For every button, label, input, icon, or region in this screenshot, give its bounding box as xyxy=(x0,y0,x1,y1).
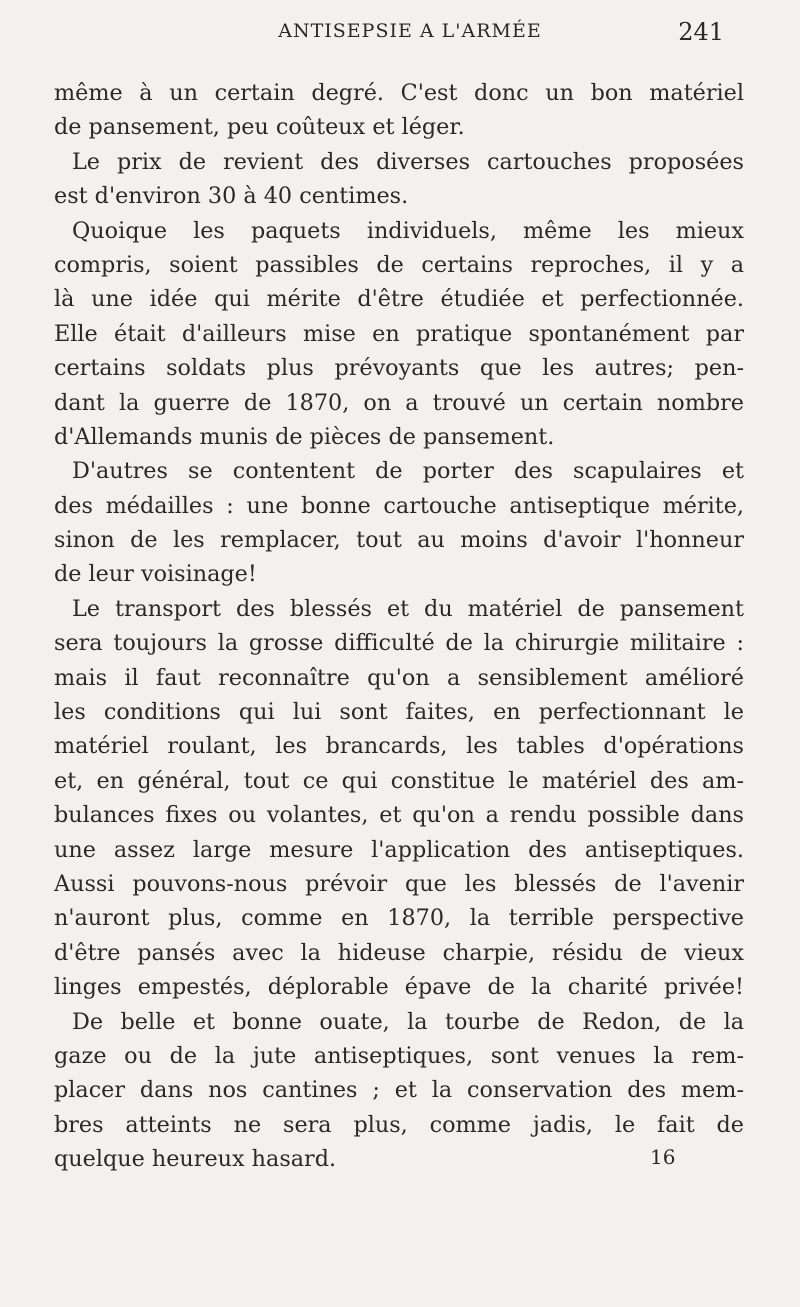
text-line: quelque heureux hasard. xyxy=(54,1146,337,1173)
text-line: des médailles : une bonne cartouche antiseptique mérite, xyxy=(54,492,744,519)
text-line: gaze ou de la jute antiseptiques, sont venues la rem- xyxy=(54,1042,744,1069)
text-line: bulances fixes ou volantes, et qu'on a rendu possible dans xyxy=(54,802,744,829)
text-line: n'auront plus, comme en 1870, la terrible perspective xyxy=(54,905,744,932)
text-line: Aussi pouvons-nous prévoir que les blessés de l'avenir xyxy=(54,870,744,897)
text-line: Le transport des blessés et du matériel de pansement xyxy=(72,595,744,622)
signature-mark: 16 xyxy=(650,1145,676,1169)
text-line: même à un certain degré. C'est donc un bon matériel xyxy=(54,80,744,106)
text-line: linges empestés, déplorable épave de la charité privée! xyxy=(54,974,744,1001)
text-line: placer dans nos cantines ; et la conservation des mem- xyxy=(54,1077,744,1104)
running-header xyxy=(0,10,800,50)
text-line: de leur voisinage! xyxy=(54,561,257,588)
text-line: certains soldats plus prévoyants que les autres; pen- xyxy=(54,355,744,382)
text-line: sinon de les remplacer, tout au moins d'avoir l'honneur xyxy=(54,527,744,554)
running-title: ANTISEPSIE A L'ARMÉE xyxy=(278,20,542,42)
text-line: mais il faut reconnaître qu'on a sensiblement amélioré xyxy=(54,664,744,691)
text-line: Elle était d'ailleurs mise en pratique spontanément par xyxy=(54,320,744,347)
text-line: d'Allemands munis de pièces de pansement. xyxy=(54,423,555,450)
text-line: matériel roulant, les brancards, les tables d'opérations xyxy=(54,733,744,760)
body-text xyxy=(54,76,744,1177)
text-line: Quoique les paquets individuels, même les mieux xyxy=(72,217,744,244)
text-line: là une idée qui mérite d'être étudiée et perfectionnée. xyxy=(54,286,744,313)
text-line: dant la guerre de 1870, on a trouvé un certain nombre xyxy=(54,389,744,416)
text-line: Le prix de revient des diverses cartouches proposées xyxy=(72,148,744,175)
text-line: de pansement, peu coûteux et léger. xyxy=(54,114,465,141)
text-line: est d'environ 30 à 40 centimes. xyxy=(54,183,409,210)
text-line: bres atteints ne sera plus, comme jadis, le fait de xyxy=(54,1111,744,1138)
page-number: 241 xyxy=(678,18,724,46)
text-line: De belle et bonne ouate, la tourbe de Redon, de la xyxy=(72,1008,744,1035)
text-line: D'autres se contentent de porter des scapulaires et xyxy=(72,458,744,485)
text-line: compris, soient passibles de certains reproches, il y a xyxy=(54,251,744,278)
text-line: et, en général, tout ce qui constitue le matériel des am- xyxy=(54,767,744,794)
text-line: les conditions qui lui sont faites, en perfectionnant le xyxy=(54,699,744,726)
text-line: une assez large mesure l'application des antiseptiques. xyxy=(54,836,744,863)
text-line: d'être pansés avec la hideuse charpie, résidu de vieux xyxy=(54,939,744,966)
text-line: sera toujours la grosse difficulté de la chirurgie militaire : xyxy=(54,630,744,657)
